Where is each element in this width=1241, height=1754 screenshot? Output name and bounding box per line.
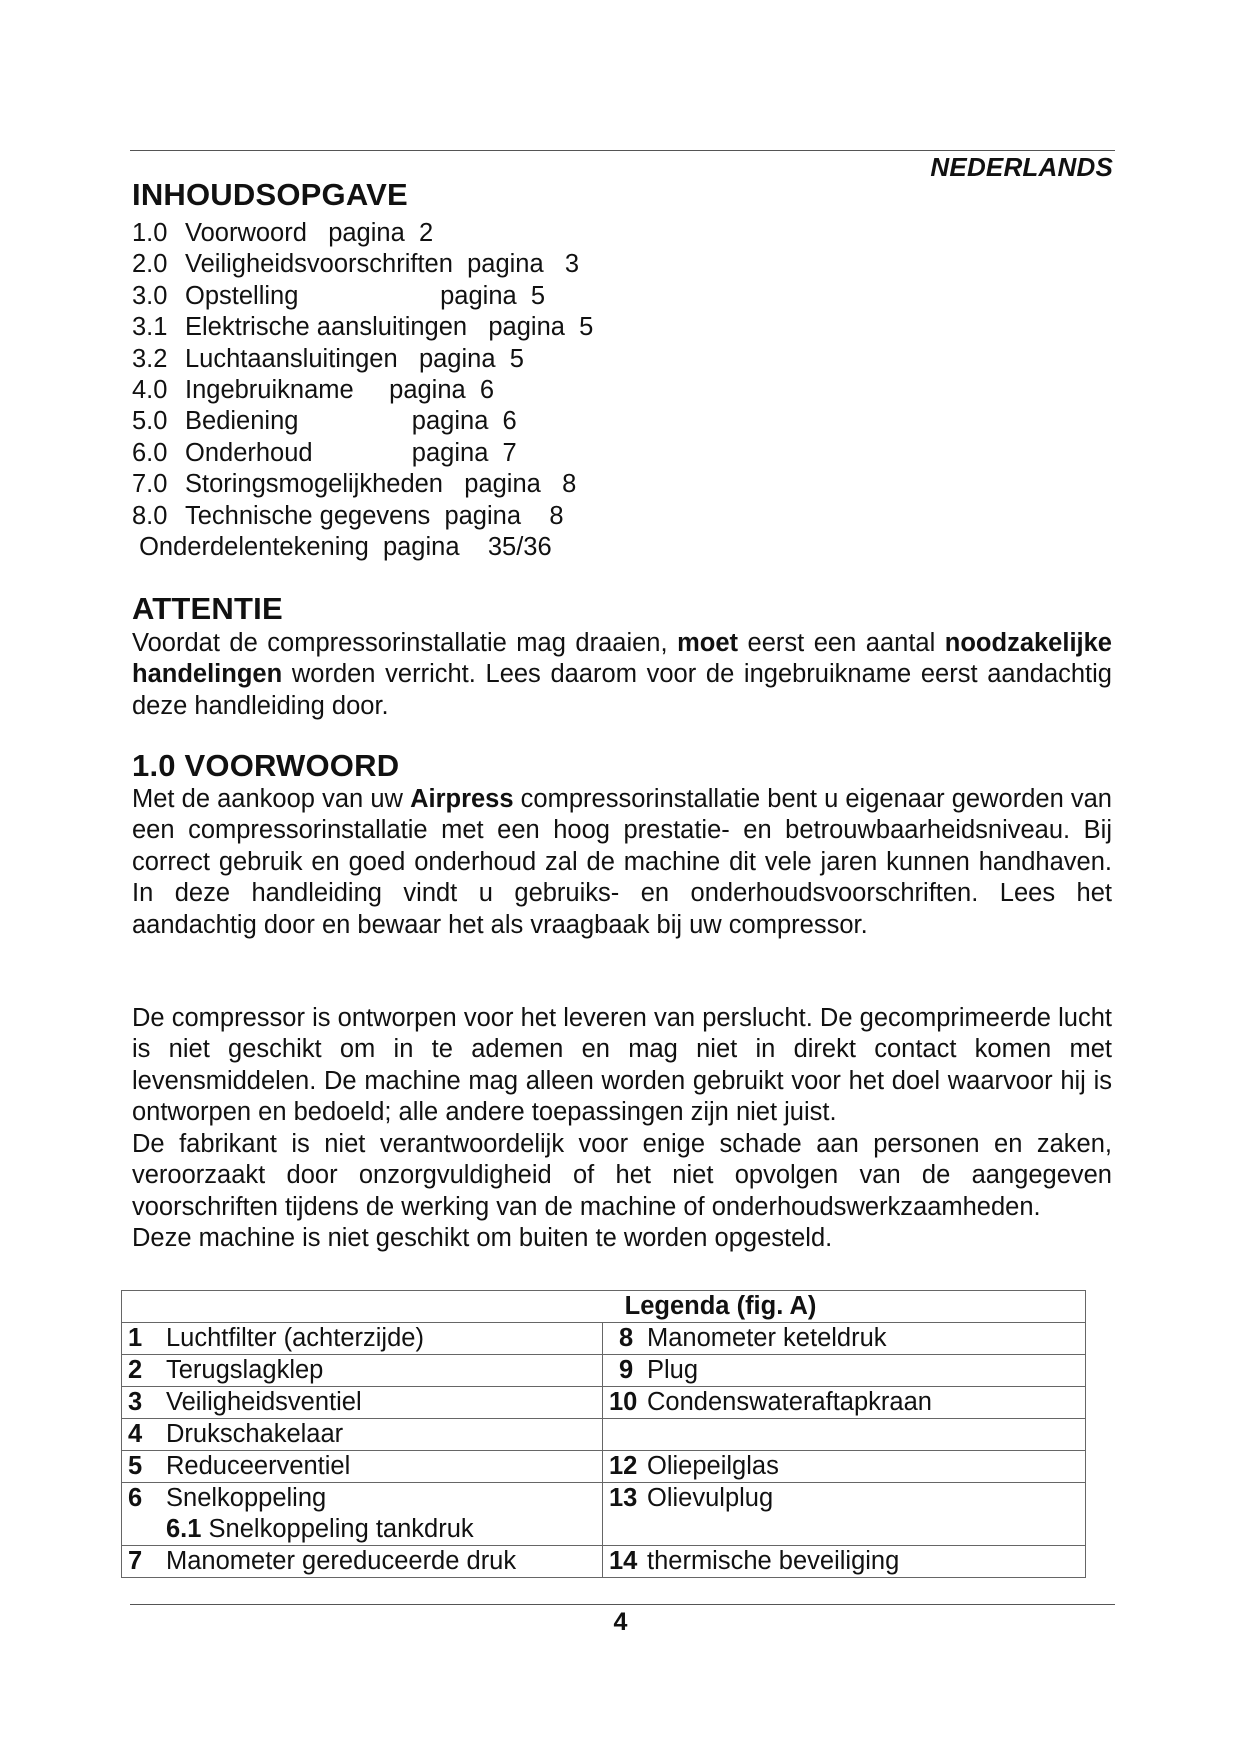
toc-item[interactable]: 4.0 Ingebruikname pagina 6 [132, 375, 495, 404]
legend-cell: 8 Manometer keteldruk [603, 1323, 1086, 1355]
toc-item[interactable]: 3.0 Opstelling pagina 5 [132, 281, 546, 310]
legend-cell: 13 Olievulplug [603, 1483, 1086, 1546]
legend-cell: 1 Luchtfilter (achterzijde) [122, 1323, 603, 1355]
toc-item[interactable]: 3.2 Luchtaansluitingen pagina 5 [132, 344, 524, 373]
legend-cell: 9 Plug [603, 1355, 1086, 1387]
toc-item[interactable]: 6.0 Onderhoud pagina 7 [132, 438, 517, 467]
toc-title: INHOUDSOPGAVE [132, 177, 408, 212]
legend-cell: 12 Oliepeilglas [603, 1451, 1086, 1483]
legend-cell: 4 Drukschakelaar [122, 1419, 603, 1451]
attention-paragraph: Voordat de compressorinstallatie mag draaien, moet eerst een aantal noodzakelijke handelingen worden verricht. Lees daarom voor de ingebruikname eerst aandachtig deze handleiding door. [132, 629, 1112, 720]
legend-cell: 7 Manometer gereduceerde druk [122, 1546, 603, 1578]
toc-item[interactable]: 7.0 Storingsmogelijkheden pagina 8 [132, 470, 577, 499]
toc-item[interactable]: 8.0 Technische gegevens pagina 8 [132, 501, 564, 530]
table-row [122, 1355, 1086, 1387]
legend-cell: 2 Terugslagklep [122, 1355, 603, 1387]
toc-item[interactable]: Onderdelentekening pagina 35/36 [132, 532, 552, 561]
brand-name: Airpress [410, 785, 514, 813]
legend-cell: 10 Condenswateraftapkraan [603, 1387, 1086, 1419]
table-row [122, 1323, 1086, 1355]
toc-item[interactable]: 5.0 Bediening pagina 6 [132, 407, 517, 436]
legend-table [121, 1290, 1086, 1578]
foreword-paragraph-4: Deze machine is niet geschikt om buiten te worden opgesteld. [132, 1224, 833, 1252]
table-row [122, 1451, 1086, 1483]
foreword-paragraph-3: De fabrikant is niet verantwoordelijk voor enige schade aan personen en zaken, veroorzaakt door onzorgvuldigheid of het niet opvolgen van de aangegeven voorschriften tijdens de werking van de machine of onderhoudswerkzaamheden. [132, 1130, 1112, 1221]
foreword-paragraph-1: Met de aankoop van uw Airpress compressorinstallatie bent u eigenaar geworden van een compressorinstallatie met een hoog prestatie- en betrouwbaarheidsniveau. Bij correct gebruik en goed onderhoud zal de machine dit vele jaren kunnen handhaven. In deze handleiding vindt u gebruiks- en onderhoudsvoorschriften. Lees het aandachtig door en bewaar het als vraagbaak bij uw compressor. [132, 785, 1112, 939]
legend-title: Legenda (fig. A) [122, 1291, 1086, 1323]
legend-cell: 14 thermische beveiliging [603, 1546, 1086, 1578]
foreword-paragraph-2: De compressor is ontworpen voor het leveren van perslucht. De gecomprimeerde lucht is niet geschikt om in te ademen en mag niet in direkt contact komen met levensmiddelen. De machine mag alleen worden gebruikt voor het doel waarvoor hij is ontworpen en bedoeld; alle andere toepassingen zijn niet juist. [132, 1004, 1112, 1127]
language-label: NEDERLANDS [930, 152, 1113, 182]
footer-rule [130, 1604, 1115, 1605]
table-row [122, 1419, 1086, 1451]
foreword-title: 1.0 VOORWOORD [132, 748, 400, 783]
page-number: 4 [613, 1608, 628, 1636]
table-row [122, 1483, 1086, 1546]
legend-cell: 6 Snelkoppeling 6.1 Snelkoppeling tankdruk [122, 1483, 603, 1546]
toc-item[interactable]: 1.0 Voorwoord pagina 2 [132, 219, 434, 247]
legend-cell: 3 Veiligheidsventiel [122, 1387, 603, 1419]
table-of-contents [132, 218, 593, 563]
legend-header-row [122, 1291, 1086, 1323]
legend-cell: 5 Reduceerventiel [122, 1451, 603, 1483]
toc-item[interactable]: 3.1 Elektrische aansluitingen pagina 5 [132, 313, 594, 342]
toc-item[interactable]: 2.0 Veiligheidsvoorschriften pagina 3 [132, 250, 580, 279]
table-row [122, 1546, 1086, 1578]
legend-cell-empty [603, 1419, 1086, 1451]
attention-title: ATTENTIE [132, 591, 283, 626]
header-rule [130, 150, 1115, 151]
legend-sub-item: 6.1 Snelkoppeling tankdruk [166, 1515, 474, 1543]
table-row [122, 1387, 1086, 1419]
